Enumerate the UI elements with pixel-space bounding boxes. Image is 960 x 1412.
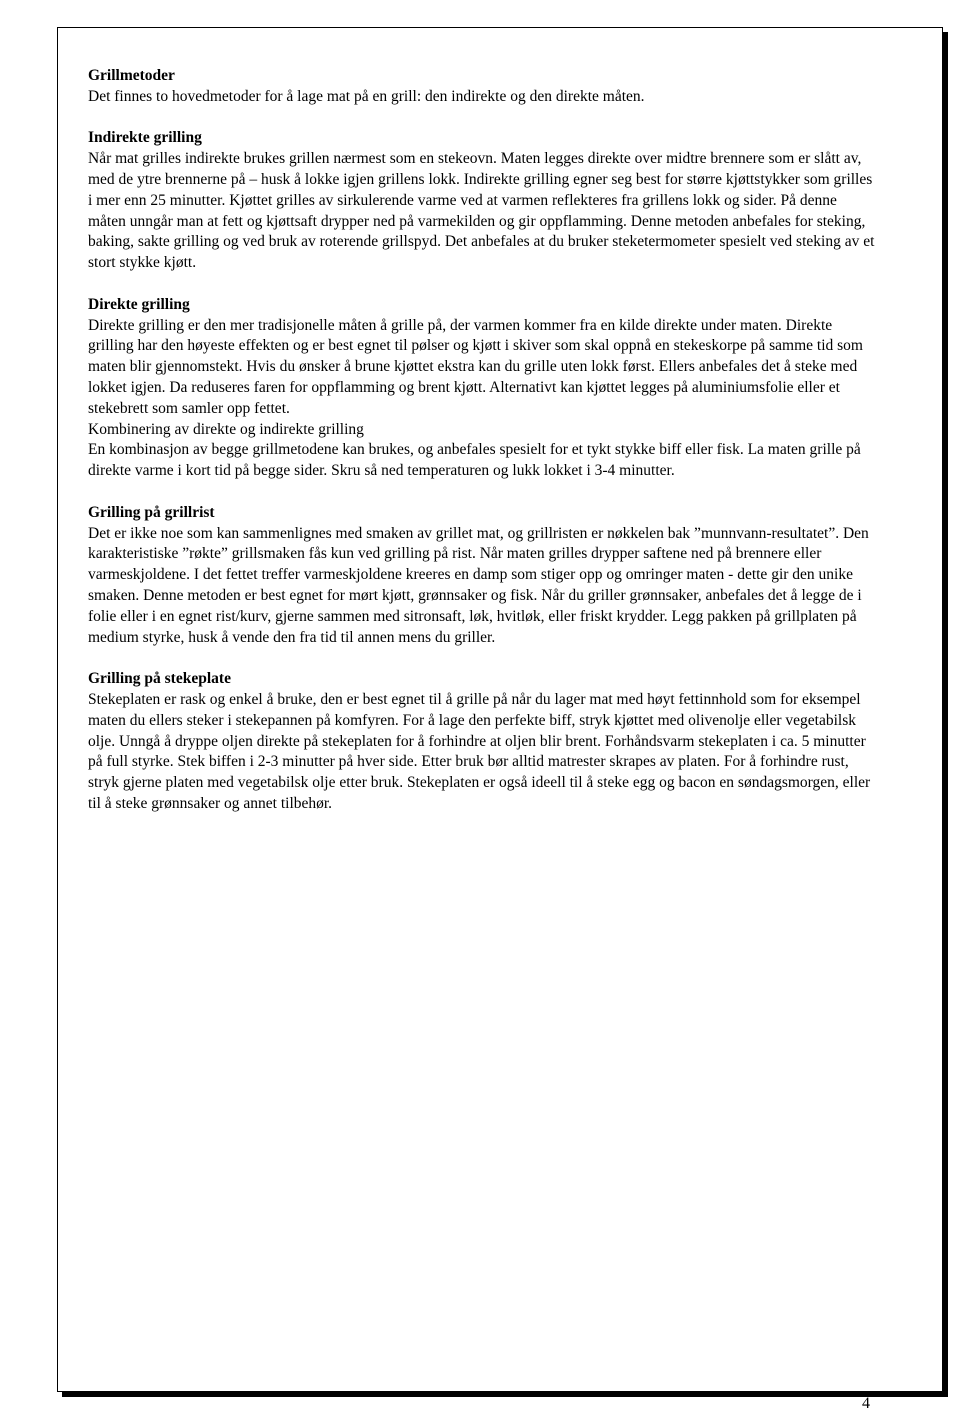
section-heading: Grillmetoder xyxy=(88,67,175,84)
section-paragraph: Når mat grilles indirekte brukes grillen nærmest som en stekeovn. Maten legges direkte over midtre brennere som er slått av, med de ytre brennerne på – husk å lokke igjen grillens lokk. Indirekte grilling egner seg best for større kjøttstykker som grilles i mer enn 25 minutter. Kjøttet grilles av sirkulerende varme ved at varmen reflekteres fra grillens lokk og sider. På denne måten unngår man at fett og kjøttsaft drypper ned på varmekilden og gir oppflamming. Denne metoden anbefales for steking, baking, sakte grilling og ved bruk av roterende grillspyd. Det anbefales at du bruker steketermometer spesielt ved steking av et stort stykke kjøtt. xyxy=(88,150,875,272)
subsection-title: Kombinering av direkte og indirekte grilling xyxy=(88,420,364,438)
section-paragraph: Stekeplaten er rask og enkel å bruke, den er best egnet til å grille på når du lager mat med høyt fettinnhold som for eksempel maten du ellers steker i stekepannen på komfyren. For å lage den perfekte biff, stryk kjøttet med olivenolje eller vegetabilsk olje. Unngå å dryppe oljen direkte på stekeplaten for å forhindre at oljen blir brent. Forhåndsvarm stekeplaten i ca. 5 minutter på full styrke. Stek biffen i 2-3 minutter på hver side. Etter bruk bør alltid matrester skrapes av platen. For å forhindre rust, stryk gjerne platen med vegetabilsk olje etter bruk. Stekeplaten er også ideell til å steke egg og bacon en søndagsmorgen, eller til å steke grønnsaker og annet tilbehør. xyxy=(88,690,871,812)
section-paragraph: Direkte grilling er den mer tradisjonelle måten å grille på, der varmen kommer fra en kilde direkte under maten. Direkte grilling har den høyeste effekten og er best egnet til pølser og kjøtt i skiver som skal oppnå en stekeskorpe på samme tid som maten blir gjennomstekt. Hvis du ønsker å brune kjøttet ekstra kan du grille uten lokk først. Ellers anbefales det å steke med lokket igjen. Da reduseres faren for oppflamming og brent kjøtt. Alternativt kan kjøttet legges på aluminiumsfolie eller et stekebrett som samler opp fettet. xyxy=(88,316,863,417)
section-heading: Indirekte grilling xyxy=(88,129,202,147)
page-shadow-bottom xyxy=(62,1392,948,1397)
section-grillmetoder xyxy=(88,66,878,108)
section-direkte-grilling xyxy=(88,295,878,482)
section-grilling-pa-grillrist xyxy=(88,503,878,649)
section-heading: Direkte grilling xyxy=(88,295,190,313)
section-paragraph: Det finnes to hovedmetoder for å lage mat på en grill: den indirekte og den direkte måten. xyxy=(88,87,645,105)
section-paragraph: En kombinasjon av begge grillmetodene kan brukes, og anbefales spesielt for et tykt stykke biff eller fisk. La maten grille på direkte varme i kort tid på begge sider. Skru så ned temperaturen og lukk lokket i 3-4 minutter. xyxy=(88,441,861,480)
section-paragraph: Det er ikke noe som kan sammenlignes med smaken av grillet mat, og grillristen er nøkkelen bak ”munnvann-resultatet”. Den karakteristiske ”røkte” grillsmaken fås kun ved grilling på rist. Når maten grilles drypper saftene ned på brennere eller varmeskjoldene. I det fettet treffer varmeskjoldene kreeres en damp som stiger opp og omringer maten - dette gir den unike smaken. Denne metoden er best egnet for mørt kjøtt, grønnsaker og fisk. Når du griller grønnsaker, anbefales det å legge de i folie eller i en egnet rist/kurv, gjerne sammen med sitronsaft, løk, hvitløk, eller friskt krydder. Legg pakken på grillplaten på medium styrke, husk å vende den fra tid til annen mens du griller. xyxy=(88,524,869,646)
page-number: 4 xyxy=(862,1395,870,1412)
section-heading: Grilling på stekeplate xyxy=(88,670,231,688)
section-heading: Grilling på grillrist xyxy=(88,503,215,521)
section-grilling-pa-stekeplate xyxy=(88,669,878,815)
document-body xyxy=(88,66,878,835)
section-indirekte-grilling xyxy=(88,128,878,274)
page-shadow-right xyxy=(943,32,948,1397)
